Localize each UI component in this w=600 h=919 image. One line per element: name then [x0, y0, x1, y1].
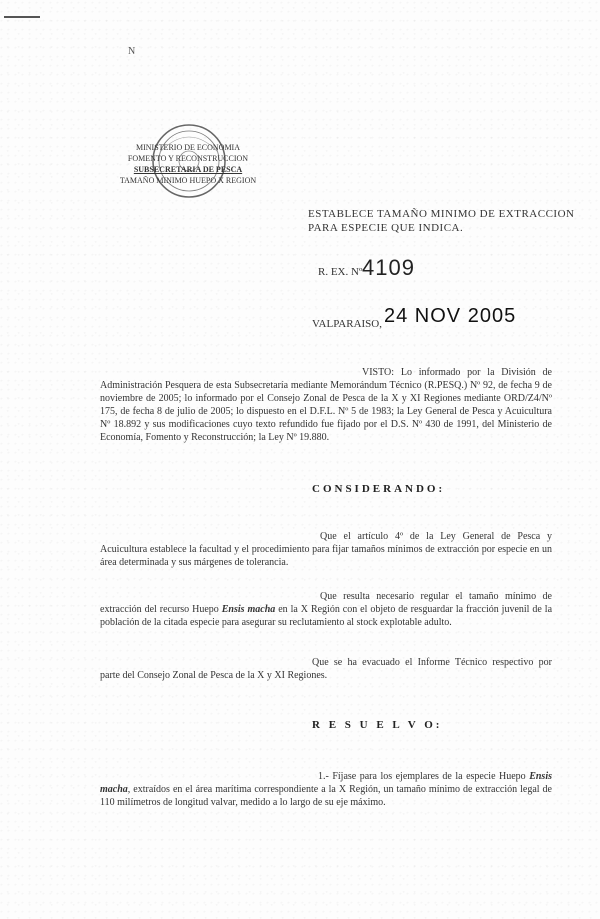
resolution-number-label: R. EX. Nº: [318, 266, 363, 278]
considerando-2-text-a: Que resulta necesario regular el tamaño mínimo de extracción del recurso Huepo: [100, 591, 552, 615]
resuelvo-paragraph-1: [100, 770, 552, 809]
dateline-place: VALPARAISO,: [312, 318, 382, 330]
subject-line-2: PARA ESPECIE QUE INDICA.: [308, 222, 464, 234]
considerando-2-text-b: en la X Región con el objeto de resguardar la fracción juvenil de la población de la citada especie para asegurar su reclutamiento al stock explotable adulto.: [100, 604, 553, 628]
corner-scan-mark: [4, 16, 40, 18]
species-name: Ensis macha: [100, 771, 552, 795]
resolution-subject: [308, 207, 574, 235]
resolution-number: 4109: [362, 255, 415, 280]
ministry-name: MINISTERIO DE ECONOMIA: [136, 143, 240, 152]
dateline-date-stamp: 24 NOV 2005: [384, 305, 517, 327]
ministry-header: [108, 142, 268, 186]
considerando-paragraph-3: Que se ha evacuado el Informe Técnico respectivo por parte del Consejo Zonal de Pesca de la X y XI Regiones.: [100, 657, 552, 681]
resuelvo-1-text-a: 1.- Fíjase para los ejemplares de la especie Huepo: [318, 771, 530, 782]
resuelvo-heading: R E S U E L V O:: [312, 719, 443, 731]
subject-line-1: ESTABLECE TAMAÑO MINIMO DE EXTRACCION: [308, 208, 575, 220]
ministry-subtitle: FOMENTO Y RECONSTRUCCION: [127, 154, 249, 163]
considerando-paragraph-1: Que el artículo 4º de la Ley General de Pesca y Acuicultura establece la facultad y el procedimiento para fijar tamaños mínimos de extracción por especie en un área determinada y sus márgenes de tolerancia.: [100, 531, 552, 568]
considerando-heading: CONSIDERANDO:: [312, 483, 446, 495]
considerando-paragraph-2: [100, 590, 552, 629]
corner-letter: N: [128, 46, 136, 57]
resuelvo-1-text-b: , extraídos en el área marítima correspondiente a la X Región, un tamaño mínimo de extracción legal de 110 milímetros de longitud valvar, medido a lo largo de su eje máximo.: [100, 784, 552, 808]
species-name: Ensis macha: [221, 604, 276, 615]
subsecretaria-name: SUBSECRETARIA DE PESCA: [133, 165, 243, 174]
file-reference: TAMAÑO MINIMO HUEPO X REGION: [119, 176, 257, 185]
visto-paragraph: VISTO: Lo informado por la División de Administración Pesquera de esta Subsecretaría mediante Memorándum Técnico (R.PESQ.) Nº 92, de fecha 9 de noviembre de 2005; lo informado por el Consejo Zonal de Pesca de la X y XI Regiones mediante ORD/Z4/Nº 175, de fecha 8 de julio de 2005; lo dispuesto en el D.F.L. Nº 5 de 1983; la Ley General de Pesca y Acuicultura Nº 18.892 y sus modificaciones cuyo texto refundido fue fijado por el D.S. Nº 430 de 1991, del Ministerio de Economía, Fomento y Reconstrucción; la Ley Nº 19.880.: [100, 367, 552, 443]
